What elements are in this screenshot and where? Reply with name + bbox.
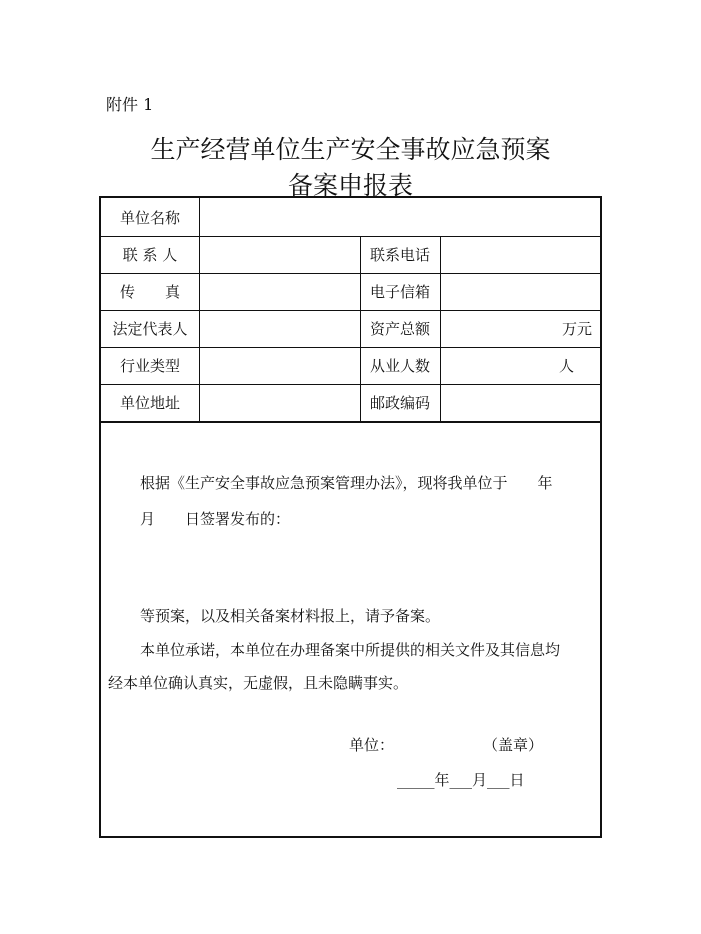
employees-unit: 人 — [558, 357, 574, 375]
label-legal-rep: 法定代表人 — [112, 320, 188, 338]
label-contact-phone: 联系电话 — [369, 246, 430, 264]
unit-label: 单位： — [349, 736, 395, 754]
label-employees: 从业人数 — [369, 357, 430, 375]
date-line: _____年___月___日 — [397, 771, 525, 789]
label-email: 电子信箱 — [369, 283, 430, 301]
row-address — [101, 384, 600, 423]
declaration-line3: 等预案，以及相关备案材料报上，请予备案。 — [140, 607, 441, 625]
attachment-label: 附件 1 — [106, 95, 154, 114]
filing-form — [99, 196, 602, 838]
commitment-line1: 本单位承诺，本单位在办理备案中所提供的相关文件及其信息均 — [140, 641, 561, 659]
row-fax — [101, 273, 600, 311]
row-legal — [101, 310, 600, 348]
label-industry: 行业类型 — [119, 357, 180, 375]
form-title-line1: 生产经营单位生产安全事故应急预案 — [150, 135, 551, 164]
row-industry — [101, 347, 600, 385]
label-unit-name: 单位名称 — [119, 208, 180, 227]
row-contact — [101, 236, 600, 274]
form-title-line2: 备案申报表 — [287, 171, 413, 200]
label-total-assets: 资产总额 — [369, 320, 430, 338]
commitment-line2: 经本单位确认真实，无虚假，且未隐瞒事实。 — [108, 674, 409, 692]
label-contact-person: 联 系 人 — [122, 246, 178, 264]
declaration-line2: 月 日签署发布的： — [140, 510, 291, 528]
declaration-line1: 根据《生产安全事故应急预案管理办法》，现将我单位于 年 — [140, 474, 553, 492]
assets-unit: 万元 — [561, 320, 592, 338]
label-address: 单位地址 — [119, 394, 180, 412]
seal-label: （盖章） — [483, 736, 544, 754]
label-fax: 传 真 — [119, 283, 180, 301]
label-postal-code: 邮政编码 — [369, 394, 430, 412]
row-unit-name — [101, 198, 600, 237]
